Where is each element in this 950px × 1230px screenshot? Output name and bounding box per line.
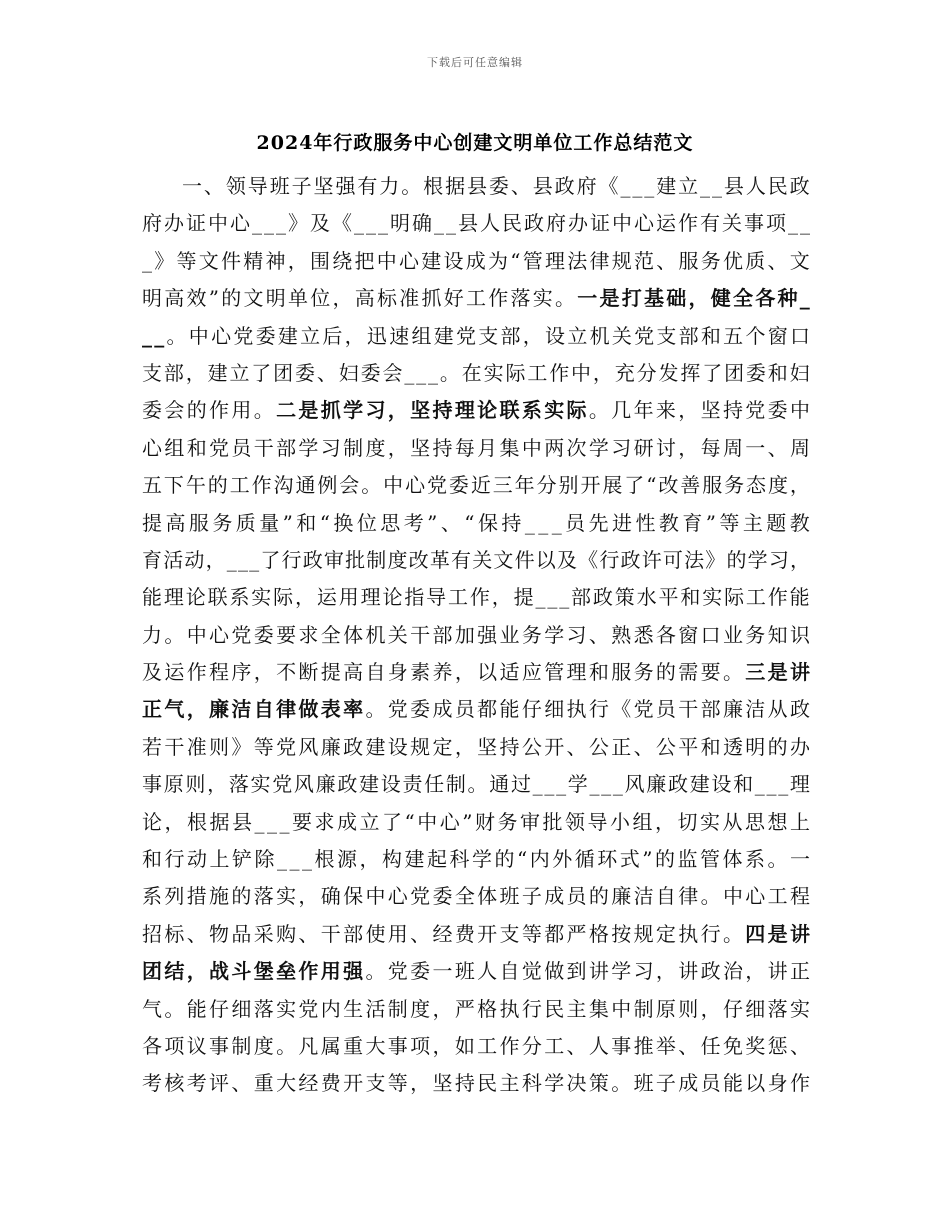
text-line: 府 办 证 中 心 _ _ _ 》 及 《 _ _ _ 明 确 _ _ 县 人 民 政 府 办 证 中 心 运 作 有 关 事 项 _ _ [142, 211, 810, 236]
text-line: 团 结 ， 战 斗 堡 垒 作 用 强 。 党 委 一 班 人 自 觉 做 到 讲 学 习 ， 讲 政 治 ， 讲 正 [142, 959, 810, 984]
text-line: 提 高 服 务 质 量 ” 和 “ 换 位 思 考 ” 、 “ 保 持 _ _ _ 员 先 进 性 教 育 ” 等 主 题 教 [142, 510, 810, 535]
text-line: 招 标 、 物 品 采 购 、 干 部 使 用 、 经 费 开 支 等 都 严 格 按 规 定 执 行 。 四 是 讲 [142, 921, 810, 946]
text-line: 育 活 动 ， _ _ _ 了 行 政 审 批 制 度 改 革 有 关 文 件 以 及 《 行 政 许 可 法 》 的 学 习 ， [142, 547, 810, 572]
text-line: 考 核 考 评 、 重 大 经 费 开 支 等 ， 坚 持 民 主 科 学 决 策 。 班 子 成 员 能 以 身 作 [142, 1071, 810, 1096]
text-line: 正 气 ， 廉 洁 自 律 做 表 率 。 党 委 成 员 都 能 仔 细 执 行 《 党 员 干 部 廉 洁 从 政 [142, 697, 810, 722]
text-line: _ 》 等 文 件 精 神 ， 围 绕 把 中 心 建 设 成 为 “ 管 理 法 律 规 范 、 服 务 优 质 、 文 [142, 248, 810, 273]
text-line: 论 ， 根 据 县 _ _ _ 要 求 成 立 了 “ 中 心 ” 财 务 审 批 领 导 小 组 ， 切 实 从 思 想 上 [142, 809, 810, 834]
text-line: 系 列 措 施 的 落 实 ， 确 保 中 心 党 委 全 体 班 子 成 员 的 廉 洁 自 律 。 中 心 工 程 [142, 884, 810, 909]
text-line: 一 、 领 导 班 子 坚 强 有 力 。 根 据 县 委 、 县 政 府 《 _ _ _ 建 立 _ _ 县 人 民 政 [182, 174, 810, 198]
page-header: 下载后可任意编辑 [427, 56, 523, 69]
text-line: 五 下 午 的 工 作 沟 通 例 会 。 中 心 党 委 近 三 年 分 别 开 展 了 “ 改 善 服 务 态 度 ， [142, 473, 810, 498]
text-line: 及 运 作 程 序 ， 不 断 提 高 自 身 素 养 ， 以 适 应 管 理 和 服 务 的 需 要 。 三 是 讲 [142, 660, 810, 685]
text-line: 力 。 中 心 党 委 要 求 全 体 机 关 干 部 加 强 业 务 学 习 、 熟 悉 各 窗 口 业 务 知 识 [142, 622, 810, 647]
text-line: 各 项 议 事 制 度 。 凡 属 重 大 事 项 ， 如 工 作 分 工 、 人 事 推 举 、 任 免 奖 惩 、 [142, 1033, 810, 1058]
text-line: 若 干 准 则 》 等 党 风 廉 政 建 设 规 定 ， 坚 持 公 开 、 公 正 、 公 平 和 透 明 的 办 [142, 734, 810, 759]
text-line: 能 理 论 联 系 实 际 ， 运 用 理 论 指 导 工 作 ， 提 _ _ _ 部 政 策 水 平 和 实 际 工 作 能 [142, 585, 810, 610]
text-line: 明 高 效 ” 的 文 明 单 位 ， 高 标 准 抓 好 工 作 落 实 。 一 是 打 基 础 ， 健 全 各 种 _ [142, 286, 810, 311]
text-line: _ _ 。 中 心 党 委 建 立 后 ， 迅 速 组 建 党 支 部 ， 设 立 机 关 党 支 部 和 五 个 窗 口 [142, 323, 810, 348]
text-line: 和 行 动 上 铲 除 _ _ _ 根 源 ， 构 建 起 科 学 的 “ 内 外 循 环 式 ” 的 监 管 体 系 。 一 [142, 847, 810, 872]
document-title: 2024年行政服务中心创建文明单位工作总结范文 [256, 132, 694, 154]
text-line: 委 会 的 作 用 。 二 是 抓 学 习 ， 坚 持 理 论 联 系 实 际 。 几 年 来 ， 坚 持 党 委 中 [142, 398, 810, 423]
text-line: 支 部 ， 建 立 了 团 委 、 妇 委 会 _ _ _ 。 在 实 际 工 作 中 ， 充 分 发 挥 了 团 委 和 妇 [142, 360, 810, 385]
text-line: 气 。 能 仔 细 落 实 党 内 生 活 制 度 ， 严 格 执 行 民 主 集 中 制 原 则 ， 仔 细 落 实 [142, 996, 810, 1021]
text-line: 心 组 和 党 员 干 部 学 习 制 度 ， 坚 持 每 月 集 中 两 次 学 习 研 讨 ， 每 周 一 、 周 [142, 435, 810, 460]
document-body [142, 168, 810, 1103]
text-line: 事 原 则 ， 落 实 党 风 廉 政 建 设 责 任 制 。 通 过 _ _ _ 学 _ _ _ 风 廉 政 建 设 和 _ _ _ 理 [142, 772, 810, 797]
